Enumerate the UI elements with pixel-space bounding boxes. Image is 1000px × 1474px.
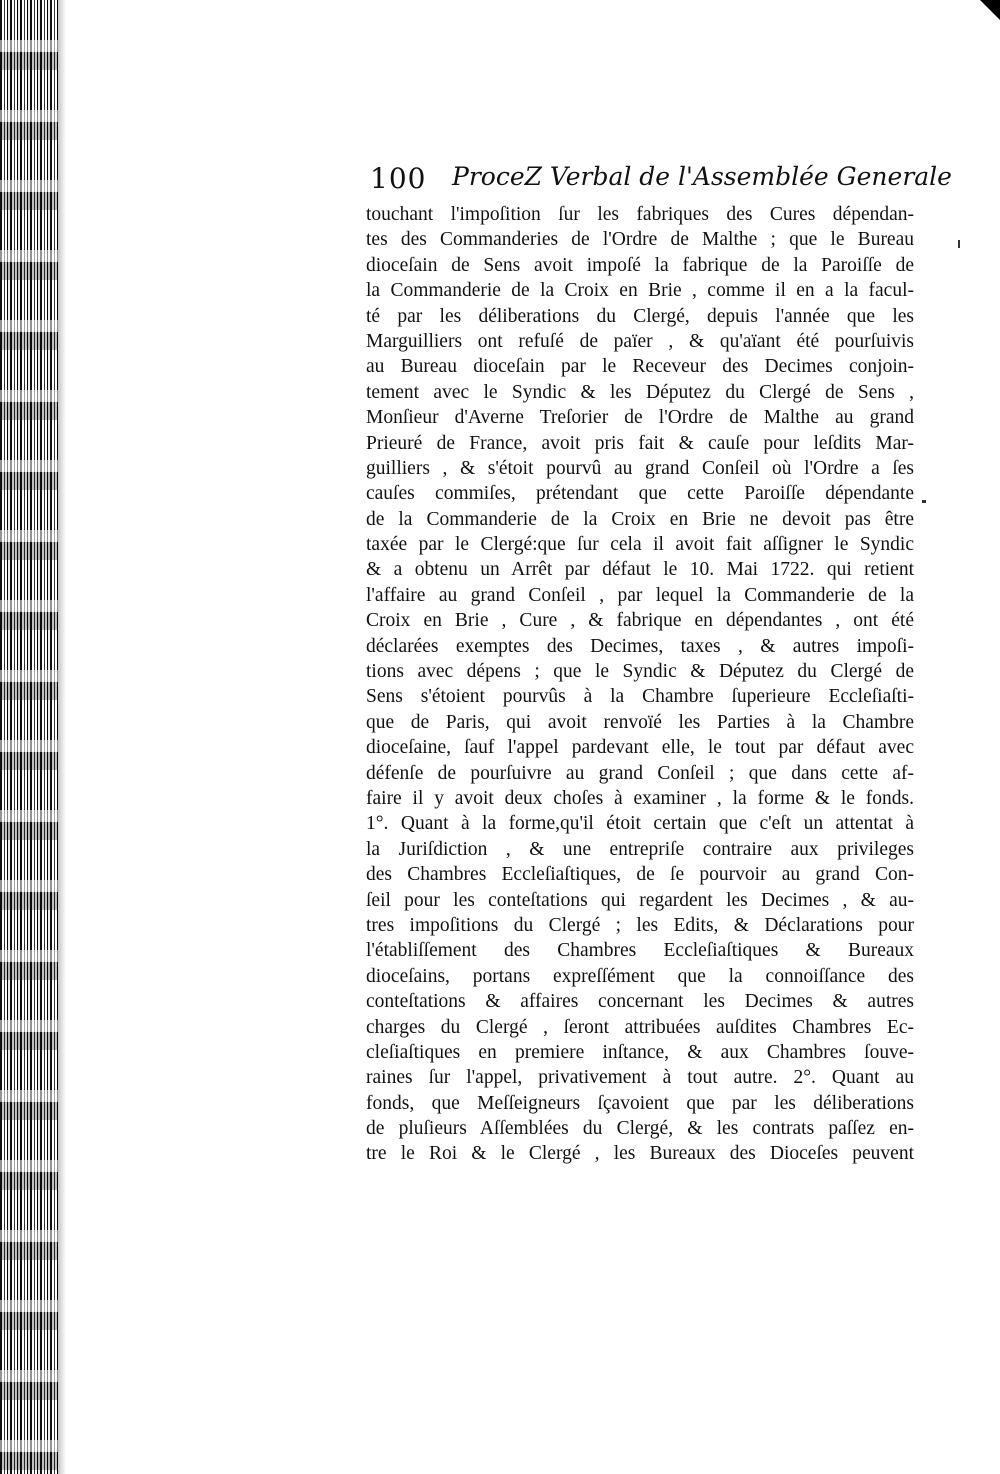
text-line: faire il y avoit deux choſes à examiner , la forme & le fonds. bbox=[366, 787, 914, 809]
text-line: que de Paris, qui avoit renvoïé les Parties à la Chambre bbox=[366, 711, 914, 733]
text-line: Prieuré de France, avoit pris fait & cauſe pour leſdits Mar- bbox=[366, 432, 914, 454]
page-corner-mark bbox=[978, 0, 1000, 22]
text-line: charges du Clergé , ſeront attribuées auſdites Chambres Ec- bbox=[366, 1016, 914, 1038]
ink-speck bbox=[958, 240, 960, 248]
text-line: la Commanderie de la Croix en Brie , comme il en a la facul- bbox=[366, 280, 914, 302]
text-line: ſeil pour les conteſtations qui regardent les Decimes , & au- bbox=[366, 889, 914, 911]
text-line: défenſe de pourſuivre au grand Conſeil ; que dans cette af- bbox=[366, 762, 914, 784]
text-line: déclarées exemptes des Decimes, taxes , & autres impoſi- bbox=[366, 635, 914, 657]
text-line: de pluſieurs Aſſemblées du Clergé, & les contrats paſſez en- bbox=[366, 1118, 914, 1140]
text-line: guilliers , & s'étoit pourvû au grand Conſeil où l'Ordre a ſes bbox=[366, 457, 914, 479]
text-line: taxée par le Clergé:que ſur cela il avoit fait aſſigner le Syndic bbox=[366, 534, 914, 556]
text-line: de la Commanderie de la Croix en Brie ne devoit pas être bbox=[366, 508, 914, 530]
text-line: cauſes commiſes, prétendant que cette Paroiſſe dépendante bbox=[366, 483, 914, 505]
text-line: tes des Commanderies de l'Ordre de Malthe ; que le Bureau bbox=[366, 229, 914, 251]
text-line: tres impoſitions du Clergé ; les Edits, & Déclarations pour bbox=[366, 914, 914, 936]
running-head bbox=[370, 158, 952, 198]
text-line: té par les déliberations du Clergé, depuis l'année que les bbox=[366, 305, 914, 327]
text-line: dioceſain de Sens avoit impoſé la fabrique de la Paroiſſe de bbox=[366, 254, 914, 276]
text-line: tement avec le Syndic & les Députez du Clergé de Sens , bbox=[366, 381, 914, 403]
body-text bbox=[366, 202, 914, 1167]
text-line: des Chambres Eccleſiaſtiques, de ſe pourvoir au grand Con- bbox=[366, 864, 914, 886]
text-line: 1°. Quant à la forme,qu'il étoit certain que c'eſt un attentat à bbox=[366, 813, 914, 835]
text-line: tions avec dépens ; que le Syndic & Députez du Clergé de bbox=[366, 661, 914, 683]
running-title: ProceZ Verbal de l'Assemblée Generale bbox=[452, 162, 952, 191]
text-line: dioceſains, portans expreſſément que la connoiſſance des bbox=[366, 965, 914, 987]
page-gutter bbox=[58, 0, 66, 1474]
text-line: la Juriſdiction , & une entrepriſe contraire aux privileges bbox=[366, 838, 914, 860]
text-line: l'établiſſement des Chambres Eccleſiaſtiques & Bureaux bbox=[366, 940, 914, 962]
text-line: Sens s'étoient pourvûs à la Chambre ſuperieure Eccleſiaſti- bbox=[366, 686, 914, 708]
text-line: tre le Roi & le Clergé , les Bureaux des Dioceſes peuvent bbox=[366, 1143, 914, 1165]
text-line: conteſtations & affaires concernant les Decimes & autres bbox=[366, 991, 914, 1013]
page-number: 100 bbox=[370, 162, 427, 195]
ink-speck bbox=[922, 500, 926, 503]
text-line: au Bureau dioceſain par le Receveur des Decimes conjoin- bbox=[366, 356, 914, 378]
text-line: Marguilliers ont refuſé de païer , & qu'aïant été pourſuivis bbox=[366, 330, 914, 352]
text-line: raines ſur l'appel, privativement à tout autre. 2°. Quant au bbox=[366, 1067, 914, 1089]
text-line: dioceſaine, ſauf l'appel pardevant elle, le tout par défaut avec bbox=[366, 737, 914, 759]
book-edge-shading bbox=[0, 0, 58, 1474]
text-line: Croix en Brie , Cure , & fabrique en dépendantes , ont été bbox=[366, 610, 914, 632]
text-line: fonds, que Meſſeigneurs ſçavoient que par les déliberations bbox=[366, 1092, 914, 1114]
text-line: Monſieur d'Averne Treſorier de l'Ordre de Malthe au grand bbox=[366, 407, 914, 429]
text-line: l'affaire au grand Conſeil , par lequel la Commanderie de la bbox=[366, 584, 914, 606]
text-line: & a obtenu un Arrêt par défaut le 10. Mai 1722. qui retient bbox=[366, 559, 914, 581]
text-line: touchant l'impoſition ſur les fabriques des Cures dépendan- bbox=[366, 204, 914, 225]
text-line: cleſiaſtiques en premiere inſtance, & aux Chambres ſouve- bbox=[366, 1041, 914, 1063]
